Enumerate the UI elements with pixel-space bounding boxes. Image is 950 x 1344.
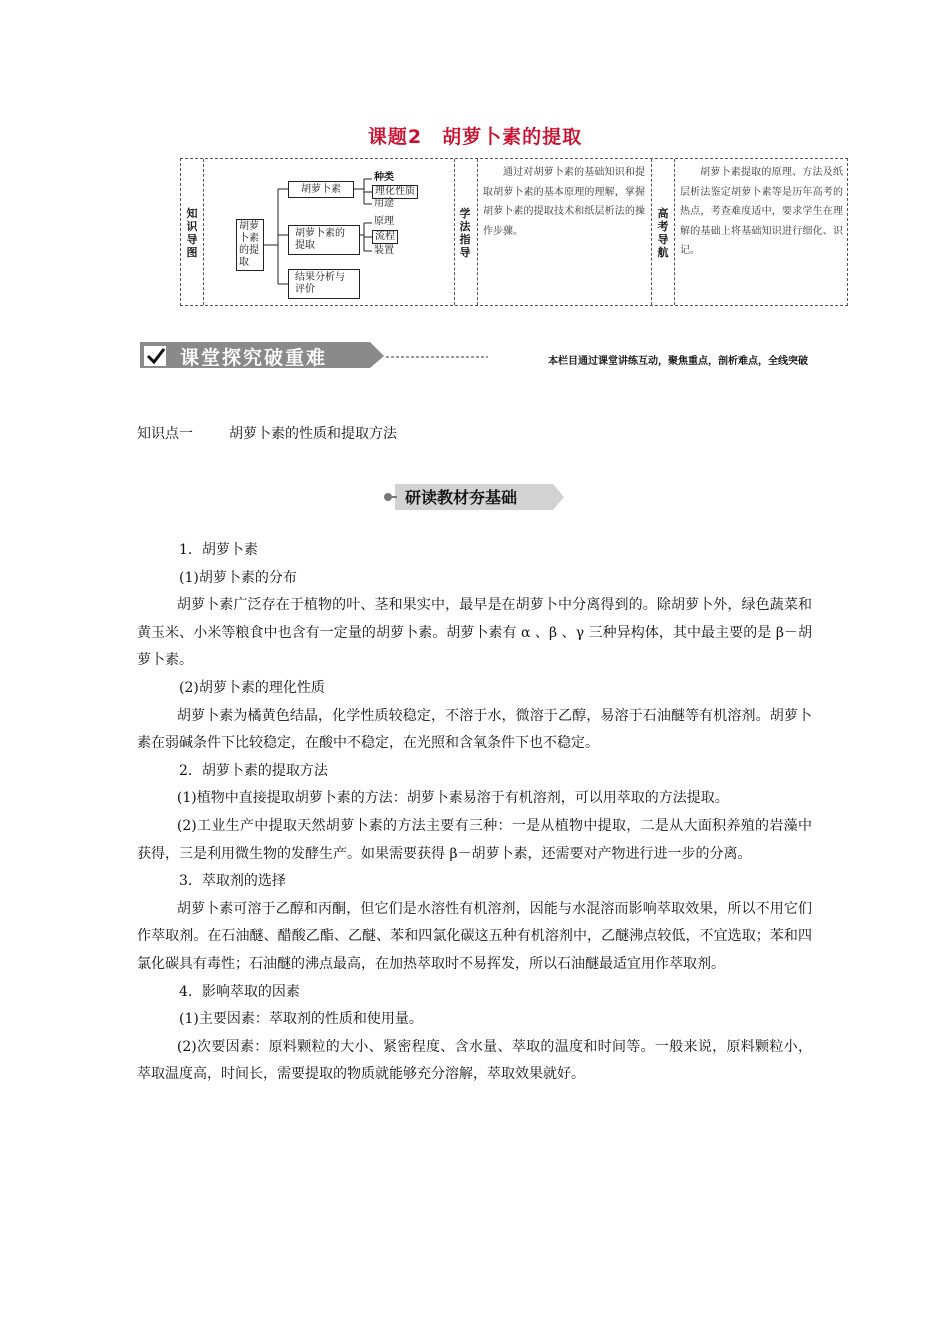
map-leaf-device: 装置: [374, 245, 394, 256]
section-1-2-text: 胡萝卜素为橘黄色结晶，化学性质较稳定，不溶于水，微溶于乙醇，易溶于石油醚等有机溶剂。胡萝卜素在弱碱条件下比较稳定，在酸中不稳定，在光照和含氧条件下也不稳定。: [137, 707, 812, 752]
study-guide-text: 通过对胡萝卜素的基础知识和提取胡萝卜素的基本原理的理解，掌握胡萝卜素的提取技术和纸层析法的操作步骤。: [483, 167, 645, 237]
knowledge-point-title: 胡萝卜素的性质和提取方法: [229, 426, 397, 442]
exam-guide-text: 胡萝卜素提取的原理、方法及纸层析法鉴定胡萝卜素等是历年高考的热点，考查难度适中，要求学生在理解的基础上将基础知识进行细化、识记。: [680, 167, 843, 256]
study-guide-label: 学法指导: [459, 207, 471, 259]
knowledge-map-label: 知识导图: [186, 207, 198, 259]
map-leaf-principle: 原理: [374, 216, 394, 227]
map-leaf-properties: 理化性质: [372, 185, 418, 199]
section-2-2-text: (2)工业生产中提取天然胡萝卜素的方法主要有三种：一是从植物中提取，二是从大面积养殖的岩藻中获得，三是利用微生物的发酵生产。如果需要获得 β－胡萝卜素，还需要对产物进行进一步的分离。: [137, 817, 812, 862]
map-leaf-use: 用途: [374, 198, 394, 209]
page-title: 课题2 胡萝卜素的提取: [367, 126, 583, 148]
map-root: 胡萝卜素的提取: [236, 219, 264, 271]
section-3-text: 胡萝卜素可溶于乙醇和丙酮，但它们是水溶性有机溶剂，因能与水混溶而影响萃取效果，所以不用它们作萃取剂。在石油醚、醋酸乙酯、乙醚、苯和四氯化碳这五种有机溶剂中，乙醚沸点较低，不宜选取；苯和四氯化碳具有毒性；石油醚的沸点最高，在加热萃取时不易挥发，所以石油醚最适宜用作萃取剂。: [137, 900, 812, 972]
map-branch-extraction: 胡萝卜素的提取: [288, 225, 360, 255]
banner-note: 本栏目通过课堂讲练互动，聚焦重点，剖析难点，全线突破: [548, 356, 808, 367]
map-branch-carotene: 胡萝卜素: [288, 181, 354, 198]
section-1-1-text: 胡萝卜素广泛存在于植物的叶、茎和果实中，最早是在胡萝卜中分离得到的。除胡萝卜外，绿色蔬菜和黄玉米、小米等粮食中也含有一定量的胡萝卜素。胡萝卜素有 α 、β 、γ 三种异构体，其中最主要的是 β－胡萝卜素。: [137, 597, 812, 669]
map-leaf-type: 种类: [374, 172, 394, 183]
section-3-heading: 3．萃取剂的选择: [179, 873, 286, 890]
section-2-1-text: (1)植物中直接提取胡萝卜素的方法：胡萝卜素易溶于有机溶剂，可以用萃取的方法提取。: [176, 790, 729, 807]
sub-banner: [383, 483, 565, 511]
section-1-heading: 1．胡萝卜素: [179, 542, 258, 558]
knowledge-map: [204, 159, 454, 305]
section-banner: [140, 340, 810, 370]
section-4-1-text: (1)主要因素：萃取剂的性质和使用量。: [179, 1011, 423, 1028]
section-1-1-heading: (1)胡萝卜素的分布: [179, 569, 297, 586]
sub-banner-title: 研读教材夯基础: [405, 488, 518, 507]
knowledge-point-heading: [137, 423, 397, 443]
map-leaf-process: 流程: [372, 230, 398, 244]
section-2-heading: 2．胡萝卜素的提取方法: [179, 762, 328, 779]
section-1-2-heading: (2)胡萝卜素的理化性质: [179, 679, 325, 696]
exam-guide-label: 高考导航: [657, 207, 669, 259]
banner-title: 课堂探究破重难: [180, 347, 328, 369]
knowledge-point-label: 知识点一: [137, 426, 193, 442]
main-content: [137, 537, 812, 1089]
section-4-heading: 4．影响萃取的因素: [179, 983, 300, 1000]
section-4-2-text: (2)次要因素：原料颗粒的大小、紧密程度、含水量、萃取的温度和时间等。一般来说，原料颗粒小，萃取温度高，时间长，需要提取的物质就能够充分溶解，萃取效果就好。: [137, 1038, 812, 1083]
map-branch-evaluation: 结果分析与评价: [288, 269, 360, 299]
overview-table: [180, 158, 848, 306]
